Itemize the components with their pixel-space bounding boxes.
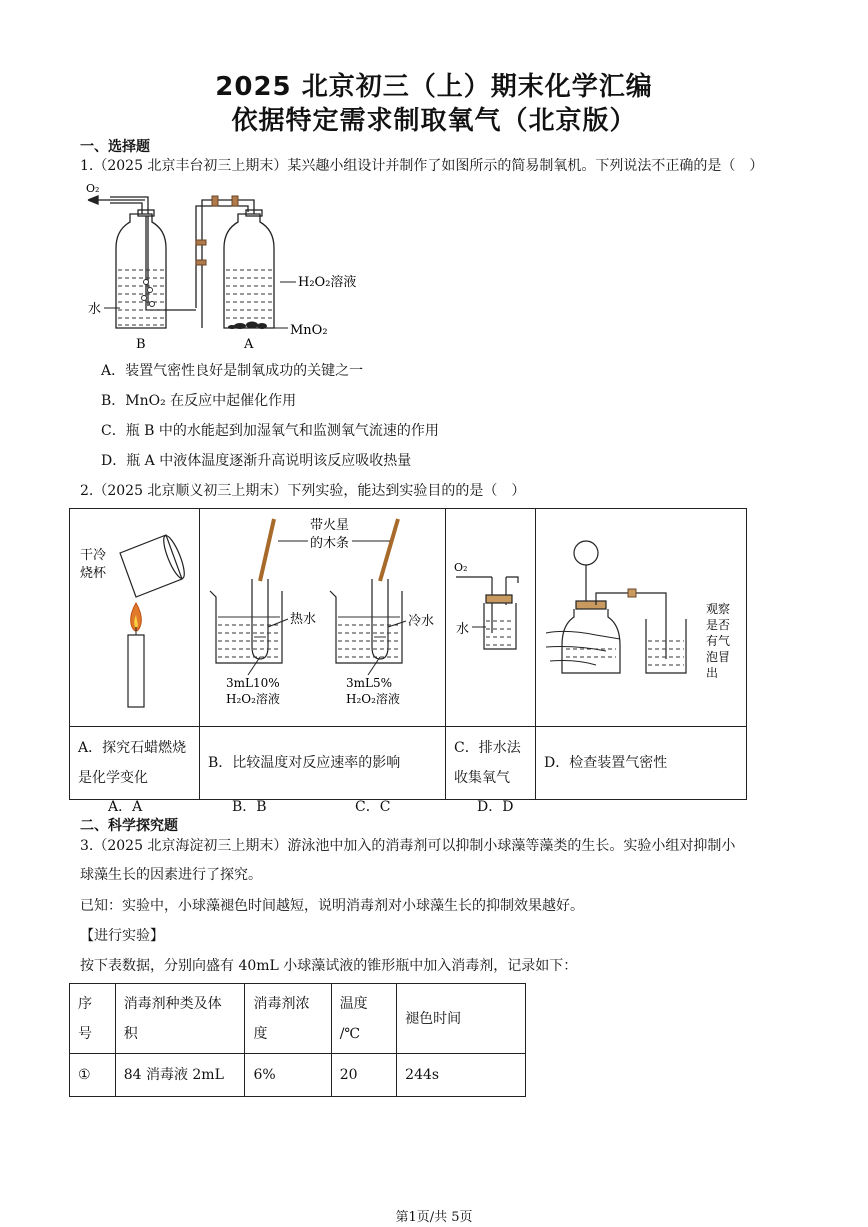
o2-label-c: O₂ [454,561,468,574]
water-collection-figure [446,509,535,722]
table-cell: 6% [245,1054,331,1097]
q3-data-table [69,983,526,1097]
q2-figure-b-cell [200,509,446,727]
airtightness-figure [536,509,746,722]
q2-figure-a-cell [70,509,200,727]
q2-caption-a: A．探究石蜡燃烧 是化学变化 [70,727,200,800]
q2-choice-c: C．C [355,799,391,815]
question-2-stem: 2.（2025 北京顺义初三上期末）下列实验，能达到实验目的的是（ ） [80,483,526,499]
q2-caption-b: B．比较温度对反应速率的影响 [200,727,446,800]
cold-water-label: 冷水 [408,614,435,629]
q2-choice-a: A．A [108,799,143,815]
q2-choice-d: D．D [477,799,514,815]
table-header-time: 褪色时间 [397,984,526,1054]
document-title: 2025 北京初三（上）期末化学汇编 [215,72,653,102]
o2-label: O₂ [86,182,100,195]
q1-option-d: D．瓶 A 中液体温度逐渐升高说明该反应吸收热量 [101,453,412,469]
question-3-intro: 按下表数据，分别向盛有 40mL 小球藻试液的锥形瓶中加入消毒剂，记录如下： [80,958,578,974]
table-header-type: 消毒剂种类及体 积 [115,984,245,1054]
cup-label-2: 烧杯 [80,566,107,581]
solution1-line1: 3mL10% [226,676,280,690]
solution1-line2: H₂O₂溶液 [226,692,280,706]
hot-water-label: 热水 [290,612,317,627]
solution2-line1: 3mL5% [346,676,393,690]
q2-caption-c: C．排水法 收集氧气 [446,727,536,800]
h2o2-label: H₂O₂溶液 [298,275,357,290]
candle-figure [70,509,199,722]
q2-experiment-table [69,508,747,800]
q1-option-c: C．瓶 B 中的水能起到加湿氧气和监测氧气流速的作用 [101,423,439,439]
page-footer: 第1页/共 5页 [395,1210,473,1225]
water-label-c: 水 [456,622,470,637]
document-subtitle: 依据特定需求制取氧气（北京版） [231,106,637,136]
q2-choice-b: B．B [232,799,267,815]
question-1-stem: 1.（2025 北京丰台初三上期末）某兴趣小组设计并制作了如图所示的简易制氧机。下列说法不正确的是（ ） [80,158,764,174]
bottle-b-label: B [136,337,146,350]
q1-option-b: B．MnO₂ 在反应中起催化作用 [101,393,297,409]
note-4: 泡冒 [706,650,731,664]
stick-label-1: 带火星 [310,518,350,533]
solution2-line2: H₂O₂溶液 [346,692,400,706]
q1-option-a: A．装置气密性良好是制氧成功的关键之一 [101,363,364,379]
table-header-temperature: 温度 /℃ [331,984,396,1054]
table-cell: 244s [397,1054,526,1097]
oxygen-generator-figure [80,178,380,350]
question-3-subheading: 【进行实验】 [80,928,164,944]
table-cell: 20 [331,1054,396,1097]
cup-label-1: 干冷 [80,548,107,563]
q2-caption-d: D．检查装置气密性 [536,727,747,800]
table-header-concentration: 消毒剂浓 度 [245,984,331,1054]
bottle-a-label: A [244,337,254,350]
table-row [70,1054,526,1097]
water-label: 水 [88,302,102,317]
question-3-stem-line2: 球藻生长的因素进行了探究。 [80,867,262,883]
note-3: 有气 [706,634,731,648]
question-3-known: 已知：实验中，小球藻褪色时间越短，说明消毒剂对小球藻生长的抑制效果越好。 [80,898,584,914]
table-cell: ① [70,1054,116,1097]
section-heading-choice: 一、选择题 [80,139,150,155]
table-header-index: 序 号 [70,984,116,1054]
question-3-stem-line1: 3.（2025 北京海淀初三上期末）游泳池中加入的消毒剂可以抑制小球藻等藻类的生长。实验小组对抑制小 [80,838,736,854]
note-5: 出 [706,666,719,680]
q2-figure-c-cell [446,509,536,727]
note-1: 观察 [706,602,731,616]
mno2-label: MnO₂ [290,323,328,338]
note-2: 是否 [706,618,731,632]
stick-label-2: 的木条 [310,536,350,551]
table-cell: 84 消毒液 2mL [115,1054,245,1097]
q2-figure-d-cell [536,509,747,727]
temperature-comparison-figure [200,509,445,722]
section-heading-inquiry: 二、科学探究题 [80,818,178,834]
